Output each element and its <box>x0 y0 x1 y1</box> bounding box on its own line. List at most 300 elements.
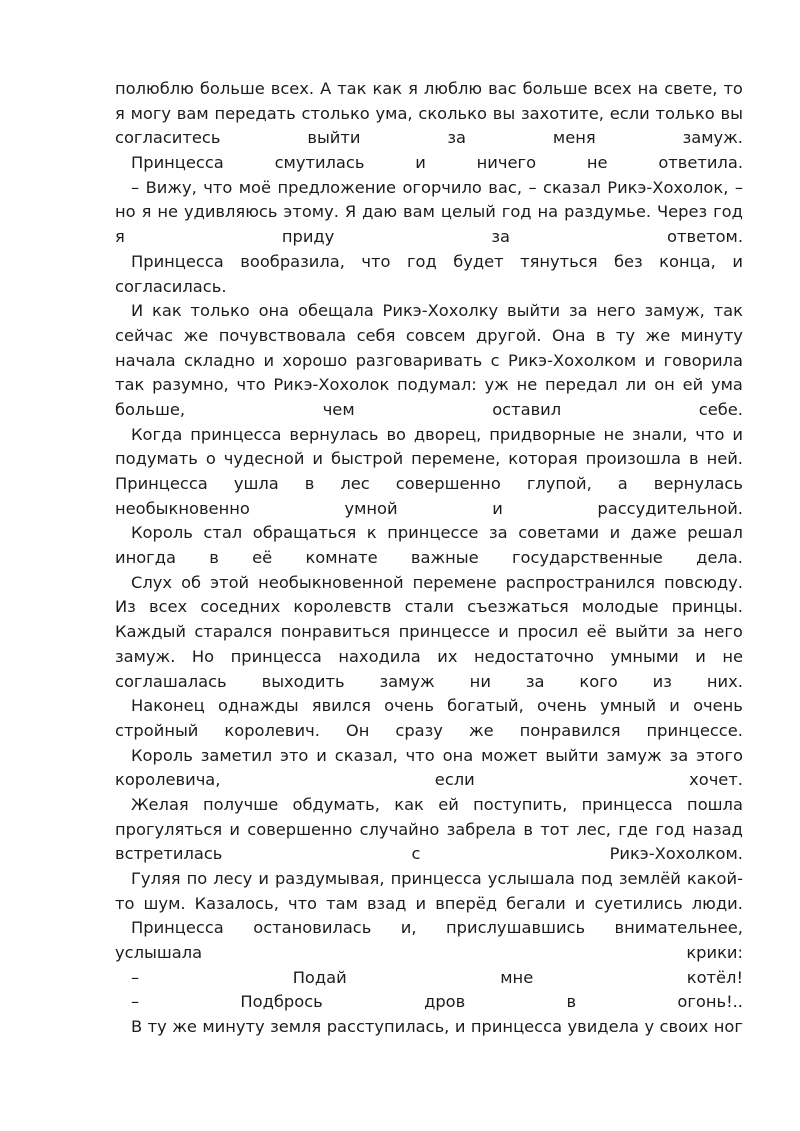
word: их <box>437 646 458 666</box>
word: тянуться <box>520 251 598 271</box>
word: однажды <box>217 696 299 716</box>
word: раздумывая, <box>274 869 385 888</box>
word: принцесса <box>390 869 482 888</box>
word: без <box>613 251 643 271</box>
word: – <box>528 177 537 197</box>
text-line <box>115 571 743 596</box>
word: Слух <box>131 572 173 592</box>
word: и <box>415 893 427 913</box>
word: и <box>669 696 680 716</box>
word: я <box>115 227 125 247</box>
word: к <box>366 523 377 543</box>
word: И <box>131 301 144 321</box>
word: понравился <box>519 720 621 740</box>
word: принцесса <box>581 794 673 814</box>
word: себя <box>356 325 396 345</box>
text-line <box>115 620 743 645</box>
word: рассудительной. <box>597 498 743 518</box>
text-line <box>115 1015 743 1040</box>
word: дела. <box>696 548 743 568</box>
text-line <box>115 349 743 374</box>
word: и <box>695 646 706 666</box>
word: ней. <box>706 449 743 469</box>
word: так <box>337 79 367 98</box>
word: – <box>131 992 140 1012</box>
word: передать <box>214 103 296 123</box>
word: в <box>209 548 219 568</box>
text-line <box>115 151 743 176</box>
word: пошла <box>687 794 743 814</box>
text-line <box>115 916 743 941</box>
text-line <box>115 595 743 620</box>
word: что <box>236 375 266 395</box>
word: заметил <box>200 745 273 765</box>
word: вообразила, <box>240 251 345 271</box>
word: это <box>280 745 309 765</box>
word: землёй <box>618 869 681 888</box>
word: старался <box>194 622 273 642</box>
word: Я <box>344 202 357 222</box>
word: вперёд <box>435 893 498 913</box>
word: чем <box>322 399 355 419</box>
word: всех <box>148 597 188 617</box>
word: год <box>406 251 437 271</box>
word: а <box>617 474 628 493</box>
text-line <box>115 670 743 695</box>
word: об <box>181 572 202 592</box>
word: Рикэ-Хохолком <box>507 350 637 370</box>
word: вам <box>403 202 435 222</box>
word: котёл! <box>686 967 743 987</box>
word: своих <box>659 1017 709 1037</box>
word: очень <box>384 696 434 716</box>
word: замуж <box>606 745 662 765</box>
word: минуту <box>202 1017 265 1037</box>
word: что <box>695 424 725 444</box>
word: в <box>523 819 533 839</box>
word: люди. <box>691 893 743 913</box>
word: и <box>498 622 509 642</box>
word: за <box>447 128 466 148</box>
word: тот <box>540 819 570 839</box>
word: за <box>669 745 689 765</box>
word: распространился <box>505 572 655 592</box>
word: если <box>609 103 650 123</box>
word: ни <box>469 671 491 691</box>
word: подумал: <box>397 375 477 395</box>
text-line <box>115 818 743 843</box>
word: могу <box>130 103 172 123</box>
text-line <box>115 521 743 546</box>
word: случайно <box>359 819 440 839</box>
word: где <box>618 819 649 839</box>
word: Когда <box>131 424 183 444</box>
text-line <box>115 497 743 522</box>
word: Рикэ-Хохолок, <box>607 177 729 197</box>
word: так <box>115 375 145 395</box>
word: свете, <box>664 79 718 98</box>
text-line <box>115 744 743 769</box>
word: год <box>655 819 686 839</box>
word: согласилась. <box>115 276 227 296</box>
word: другой. <box>476 325 542 345</box>
word: всех <box>593 79 632 98</box>
word: замуж. <box>682 128 743 148</box>
text-line <box>115 373 743 398</box>
word: В <box>131 1017 143 1037</box>
word: огорчило <box>402 177 482 197</box>
word: даю <box>362 202 398 222</box>
word: стали <box>404 597 454 617</box>
word: же <box>645 325 671 345</box>
text-line <box>115 892 743 917</box>
word: она <box>442 745 474 765</box>
word: и <box>316 745 327 765</box>
word: бегали <box>506 893 566 913</box>
text-line <box>115 77 743 102</box>
word: быстрой <box>330 449 404 469</box>
text-line <box>115 694 743 719</box>
word: съезжаться <box>467 597 569 617</box>
word: придворные <box>489 424 596 444</box>
text-line <box>115 250 743 275</box>
text-line <box>115 645 743 670</box>
text-line <box>115 102 743 127</box>
word: как <box>394 794 424 814</box>
word: глупой, <box>526 474 592 493</box>
word: Рикэ-Хохолку <box>382 301 499 321</box>
word: Принцесса <box>131 153 224 173</box>
word: огонь!.. <box>677 992 743 1012</box>
word: совершенно <box>247 819 353 839</box>
word: Принцесса <box>131 918 224 938</box>
word: он <box>654 375 675 395</box>
word: разумно, <box>152 375 229 395</box>
word: не <box>722 646 743 666</box>
word: моё <box>238 177 272 197</box>
word: предложение <box>277 177 397 197</box>
word: замуж, <box>644 301 705 321</box>
text-line <box>115 126 743 151</box>
word: лес <box>340 474 370 493</box>
word: шум. <box>143 893 186 913</box>
word: и <box>492 498 503 518</box>
word: Принцесса <box>131 251 224 271</box>
word: услышала <box>115 943 203 963</box>
word: принцесса <box>470 1017 563 1037</box>
word: молодые <box>581 597 659 617</box>
word: ничего <box>476 153 537 173</box>
word: произошла <box>585 449 682 469</box>
word: вернулась <box>289 424 379 444</box>
word: лес, <box>576 819 611 839</box>
word: Через <box>656 202 708 222</box>
word: больше <box>522 79 588 98</box>
word: сказал, <box>334 745 398 765</box>
book-page-text <box>115 77 743 1040</box>
word: смутилась <box>274 153 365 173</box>
word: – <box>131 967 140 987</box>
word: него <box>596 301 636 321</box>
word: суетились <box>594 893 683 913</box>
word: столько <box>301 103 370 123</box>
word: за <box>568 301 588 321</box>
word: находила <box>338 646 421 666</box>
word: по <box>186 869 208 888</box>
text-line <box>115 941 743 966</box>
word: целый <box>440 202 496 222</box>
word: получше <box>203 794 279 814</box>
word: как <box>372 79 403 98</box>
word: обдумать, <box>292 794 380 814</box>
word: передал <box>545 375 618 395</box>
text-line <box>115 472 743 497</box>
word: я <box>141 202 152 222</box>
word: что <box>287 893 318 913</box>
word: сразу <box>395 720 443 740</box>
word: богатый, <box>447 696 524 716</box>
word: Вижу, <box>145 177 197 197</box>
word: недостаточно <box>473 646 594 666</box>
text-line <box>115 176 743 201</box>
word: начала <box>115 350 176 370</box>
word: повсюду. <box>664 572 743 592</box>
word: только <box>190 301 250 321</box>
word: всех. <box>270 79 315 98</box>
word: – <box>131 177 140 197</box>
word: совсем <box>405 325 466 345</box>
word: хорошо <box>282 350 348 370</box>
word: её <box>586 622 607 642</box>
text-line <box>115 398 743 423</box>
word: больше <box>199 79 265 98</box>
word: Рикэ-Хохолок <box>273 375 390 395</box>
word: явился <box>311 696 371 716</box>
word: что <box>361 251 391 271</box>
word: конца, <box>659 251 716 271</box>
text-line <box>115 793 743 818</box>
word: государственные <box>511 548 663 568</box>
word: почувствовала <box>218 325 347 345</box>
word: необыкновенной <box>258 572 404 592</box>
text-line <box>115 546 743 571</box>
word: Подай <box>292 967 347 987</box>
word: обещала <box>298 301 374 321</box>
word: то <box>723 79 743 98</box>
word: под <box>580 869 613 888</box>
word: решал <box>687 523 743 543</box>
word: этого <box>696 745 743 765</box>
word: Но <box>191 646 215 666</box>
word: Рикэ-Хохолком. <box>609 844 743 864</box>
word: встретилась <box>115 844 223 864</box>
word: ответом. <box>667 227 743 247</box>
word: ли <box>625 375 647 395</box>
word: сейчас <box>115 325 174 345</box>
word: королевич. <box>224 720 320 740</box>
word: Каждый <box>115 622 186 642</box>
word: него <box>703 622 743 642</box>
text-line <box>115 768 743 793</box>
word: – <box>734 177 743 197</box>
word: и <box>732 424 743 444</box>
word: услышала <box>487 869 575 888</box>
word: сколько <box>418 103 487 123</box>
word: разговаривать <box>355 350 483 370</box>
word: не <box>157 202 178 222</box>
word: выйти <box>615 622 669 642</box>
word: её <box>252 548 273 568</box>
word: полюблю <box>115 79 194 98</box>
word: так <box>713 301 743 321</box>
word: и, <box>400 918 417 938</box>
word: расступилась, <box>326 1017 450 1037</box>
word: и <box>312 449 323 469</box>
word: вы <box>720 103 743 123</box>
word: ума <box>710 375 743 395</box>
word: приду <box>281 227 335 247</box>
word: принцессе <box>387 523 479 543</box>
word: очень <box>537 696 587 716</box>
word: и <box>574 893 586 913</box>
word: понравиться <box>280 622 391 642</box>
word: просил <box>517 622 579 642</box>
word: складно <box>184 350 256 370</box>
word: соглашалась <box>115 671 227 691</box>
word: на <box>637 79 659 98</box>
word: принцессе <box>398 622 490 642</box>
word: может <box>481 745 538 765</box>
word: ей <box>682 375 704 395</box>
word: важные <box>410 548 479 568</box>
word: вас, <box>488 177 522 197</box>
word: же <box>172 1017 197 1037</box>
word: вас <box>488 79 517 98</box>
word: остановилась <box>253 918 372 938</box>
word: ту <box>615 325 636 345</box>
word: удивляюсь <box>183 202 278 222</box>
word: за <box>491 227 510 247</box>
word: крики: <box>686 943 743 963</box>
word: Король <box>131 745 193 765</box>
word: увидела <box>567 1017 639 1037</box>
word: даже <box>630 523 677 543</box>
word: хочет. <box>689 770 743 790</box>
word: год <box>501 202 532 222</box>
word: замуж <box>379 671 435 691</box>
word: перемене, <box>411 449 501 469</box>
word: сказал <box>543 177 601 197</box>
word: ног <box>713 1017 743 1037</box>
word: меня <box>552 128 596 148</box>
text-line <box>115 719 743 744</box>
word: ей <box>438 794 459 814</box>
word: принцы. <box>671 597 743 617</box>
word: и <box>263 350 275 370</box>
word: земля <box>270 1017 322 1037</box>
word: умными <box>610 646 679 666</box>
word: очень <box>693 696 743 716</box>
word: Он <box>345 720 370 740</box>
word: то <box>115 893 135 913</box>
word: за <box>489 523 508 543</box>
word: советами <box>518 523 600 543</box>
word: ту <box>147 1017 167 1037</box>
word: в <box>566 992 577 1012</box>
word: поступить, <box>473 794 568 814</box>
word: что <box>405 745 435 765</box>
word: за <box>525 671 545 691</box>
text-line <box>115 324 743 349</box>
word: ответила. <box>658 153 743 173</box>
word: согласитесь <box>115 128 221 148</box>
word: Наконец <box>131 696 205 716</box>
word: дворец, <box>413 424 482 444</box>
word: не <box>603 424 625 444</box>
word: прислушавшись <box>446 918 586 938</box>
word: Король <box>131 523 193 543</box>
word: же <box>183 325 209 345</box>
word: о <box>205 449 216 469</box>
word: лесу <box>213 869 253 888</box>
word: и <box>732 251 743 271</box>
word: с <box>490 350 500 370</box>
word: А <box>320 79 332 98</box>
word: какой- <box>686 869 743 888</box>
word: иногда <box>115 548 176 568</box>
word: Из <box>115 597 136 617</box>
word: за <box>676 622 696 642</box>
word: умный <box>600 696 657 716</box>
word: королевича, <box>115 770 221 790</box>
word: она <box>258 301 290 321</box>
word: этой <box>210 572 250 592</box>
word: принцессе. <box>646 720 743 740</box>
word: же <box>468 720 494 740</box>
word: и <box>229 819 241 839</box>
word: вам <box>176 103 209 123</box>
word: только <box>655 103 715 123</box>
word: не <box>586 153 608 173</box>
word: но <box>115 202 136 222</box>
word: стройный <box>115 720 199 740</box>
word: раздумье. <box>564 202 652 222</box>
word: королевств <box>293 597 392 617</box>
text-line <box>115 867 743 892</box>
text-line <box>115 225 743 250</box>
word: и <box>644 350 656 370</box>
word: выйти <box>545 745 599 765</box>
word: взад <box>366 893 407 913</box>
word: себе. <box>698 399 743 419</box>
word: в <box>688 449 699 469</box>
word: внимательнее, <box>614 918 743 938</box>
word: Принцесса <box>115 474 208 493</box>
word: оставил <box>492 399 562 419</box>
word: подумать <box>115 449 198 469</box>
word: и <box>609 523 621 543</box>
word: уж <box>484 375 509 395</box>
word: комнате <box>305 548 378 568</box>
word: если <box>434 770 475 790</box>
word: в <box>304 474 315 493</box>
word: на <box>537 202 559 222</box>
word: минуту <box>680 325 743 345</box>
word: Желая <box>131 794 189 814</box>
text-line <box>115 299 743 324</box>
word: у <box>644 1017 655 1037</box>
word: и <box>415 153 426 173</box>
